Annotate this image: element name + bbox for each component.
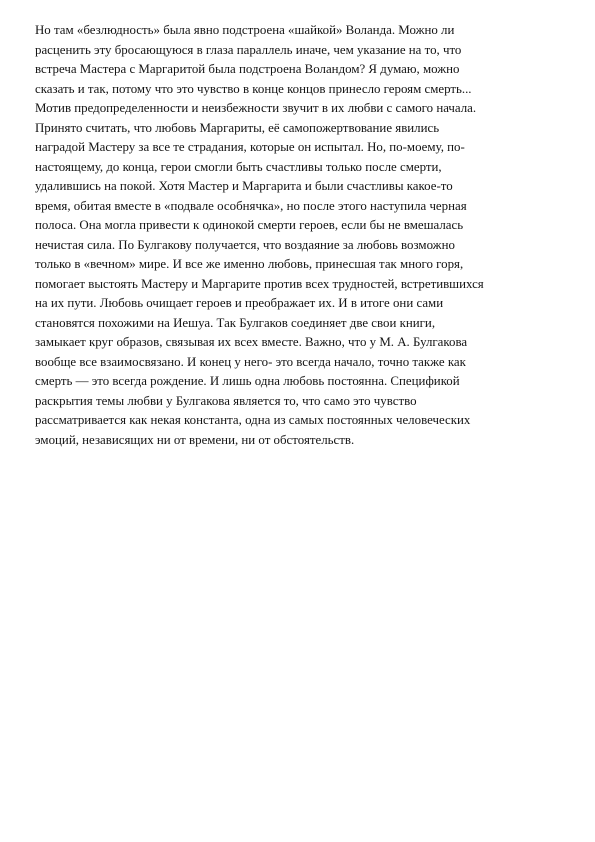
text-line: на их пути. Любовь очищает героев и преображает их. И в итоге они сами <box>35 296 444 310</box>
text-line: Принято считать, что любовь Маргариты, её самопожертвование явились <box>35 120 440 135</box>
text-line: раскрытия темы любви у Булгакова является то, что само это чувство <box>35 393 417 408</box>
essay-paragraph <box>35 21 565 450</box>
text-line: эмоций, независящих ни от времени, ни от обстоятельств. <box>35 432 355 447</box>
text-line: встреча Мастера с Маргаритой была подстроена Воландом? Я думаю, можно <box>35 62 460 76</box>
text-line: нечистая сила. По Булгакову получается, что воздаяние за любовь возможно <box>35 237 455 252</box>
text-line: только в «вечном» мире. И все же именно любовь, принесшая так много горя, <box>35 257 464 271</box>
text-line: становятся похожими на Иешуа. Так Булгаков соединяет две свои книги, <box>35 315 436 330</box>
text-line: смерть — это всегда рождение. И лишь одна любовь постоянна. Спецификой <box>35 374 460 388</box>
text-line: Но там «безлюдность» была явно подстроена «шайкой» Воланда. Можно ли <box>35 23 455 37</box>
text-line: Мотив предопределенности и неизбежности звучит в их любви с самого начала. <box>35 101 477 115</box>
text-line: помогает выстоять Мастеру и Маргарите против всех трудностей, встретившихся <box>35 276 484 291</box>
text-line: полоса. Она могла привести к одинокой смерти героев, если бы не вмешалась <box>35 218 464 232</box>
text-line: вообще все взаимосвязано. И конец у него- это всегда начало, точно также как <box>35 354 466 369</box>
text-line: расценить эту бросающуюся в глаза параллель иначе, чем указание на то, что <box>35 42 462 57</box>
text-line: удалившись на покой. Хотя Мастер и Маргарита и были счастливы какое-то <box>35 179 453 193</box>
text-line: настоящему, до конца, герои смогли быть счастливы только после смерти, <box>35 159 442 174</box>
text-line: время, обитая вместе в «подвале особнячка», но после этого наступила черная <box>35 198 467 213</box>
text-line: рассматривается как некая константа, одна из самых постоянных человеческих <box>35 413 471 427</box>
text-line: сказать и так, потому что это чувство в конце концов принесло героям смерть... <box>35 81 472 96</box>
text-line: наградой Мастеру за все те страдания, которые он испытал. Но, по-моему, по- <box>35 140 465 154</box>
text-line: замыкает круг образов, связывая их всех вместе. Важно, что у М. А. Булгакова <box>35 335 468 349</box>
